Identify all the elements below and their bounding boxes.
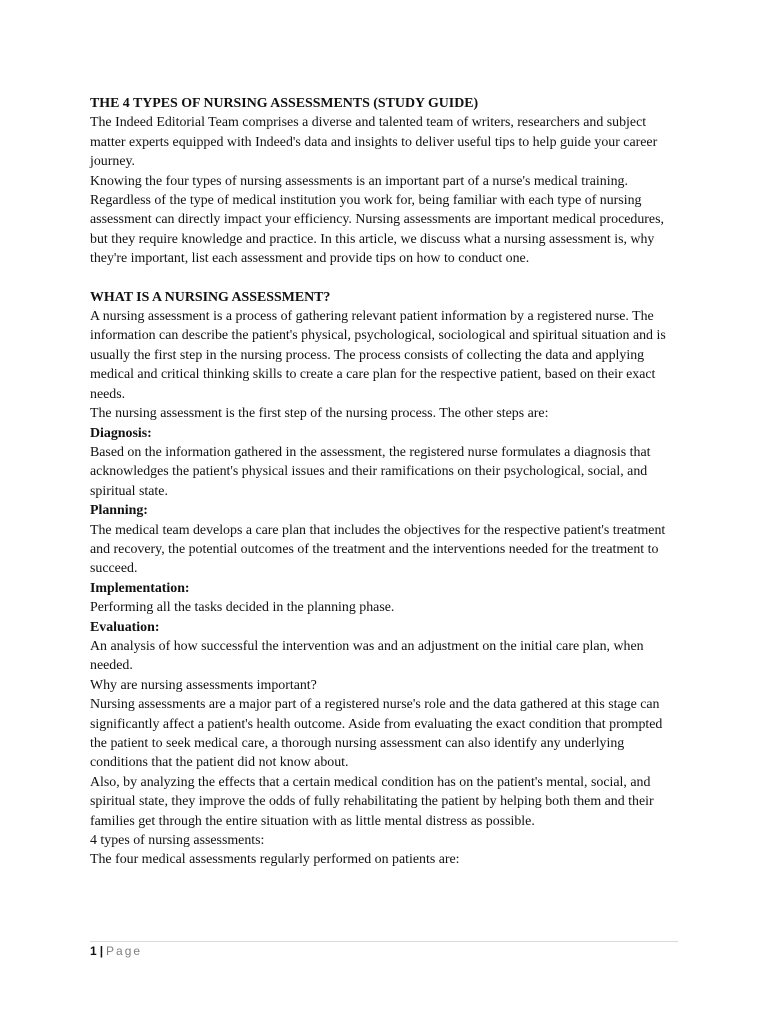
- step-text-diagnosis: Based on the information gathered in the assessment, the registered nurse formulates a diagnosis that acknowledges the patient's physical issues and their ramifications on their psychological, social, and spiritual state.: [90, 444, 651, 499]
- step-text-planning: The medical team develops a care plan that includes the objectives for the respective patient's treatment and recovery, the potential outcomes of the treatment and the interventions needed for the treatment to succeed.: [90, 522, 666, 577]
- page-footer: [90, 944, 142, 958]
- step-heading-planning: Planning:: [90, 503, 148, 519]
- step-text-evaluation: An analysis of how successful the intervention was and an adjustment on the initial care plan, when needed.: [90, 638, 644, 674]
- document-body: [90, 94, 678, 870]
- what-is-paragraph-1: A nursing assessment is a process of gathering relevant patient information by a registered nurse. The information can describe the patient's physical, psychological, sociological and spiritual situation and is usually the first step in the nursing process. The process consists of collecting the data and applying medical and critical thinking skills to create a care plan for the respective patient, based on their exact needs.: [90, 309, 666, 402]
- page-number: 1: [90, 944, 97, 958]
- footer-divider: [90, 941, 678, 942]
- why-paragraph-1: Nursing assessments are a major part of a registered nurse's role and the data gathered at this stage can significantly affect a patient's health outcome. Aside from evaluating the exact condition that prompted the patient to seek medical care, a thorough nursing assessment can also identify any underlying conditions that the patient did not know about.: [90, 697, 663, 771]
- intro-main-paragraph: Knowing the four types of nursing assessments is an important part of a nurse's medical training. Regardless of the type of medical institution you work for, being familiar with each type of nursing assessment can directly impact your efficiency. Nursing assessments are important medical procedures, but they require knowledge and practice. In this article, we discuss what a nursing assessment is, why they're important, list each assessment and provide tips on how to conduct one.: [90, 173, 664, 267]
- step-heading-evaluation: Evaluation:: [90, 619, 160, 635]
- step-heading-diagnosis: Diagnosis:: [90, 425, 152, 441]
- types-heading: 4 types of nursing assessments:: [90, 833, 265, 849]
- types-intro: The four medical assessments regularly performed on patients are:: [90, 852, 460, 868]
- footer-separator: |: [99, 944, 104, 958]
- section-heading-what-is: WHAT IS A NURSING ASSESSMENT?: [90, 289, 331, 305]
- step-text-implementation: Performing all the tasks decided in the planning phase.: [90, 600, 395, 616]
- step-heading-implementation: Implementation:: [90, 580, 190, 596]
- page-label: Page: [106, 944, 143, 958]
- why-paragraph-2: Also, by analyzing the effects that a certain medical condition has on the patient's mental, social, and spiritual state, they improve the odds of fully rehabilitating the patient by helping both them and their families get through the entire situation with as little mental distress as possible.: [90, 774, 654, 829]
- paragraph-gap: [90, 269, 678, 288]
- why-heading: Why are nursing assessments important?: [90, 677, 317, 693]
- what-is-paragraph-2: The nursing assessment is the first step of the nursing process. The other steps are:: [90, 406, 549, 422]
- document-title: THE 4 TYPES OF NURSING ASSESSMENTS (STUDY GUIDE): [90, 96, 479, 111]
- intro-team-paragraph: The Indeed Editorial Team comprises a diverse and talented team of writers, researchers and subject matter experts equipped with Indeed's data and insights to deliver useful tips to help guide your career journey.: [90, 115, 658, 170]
